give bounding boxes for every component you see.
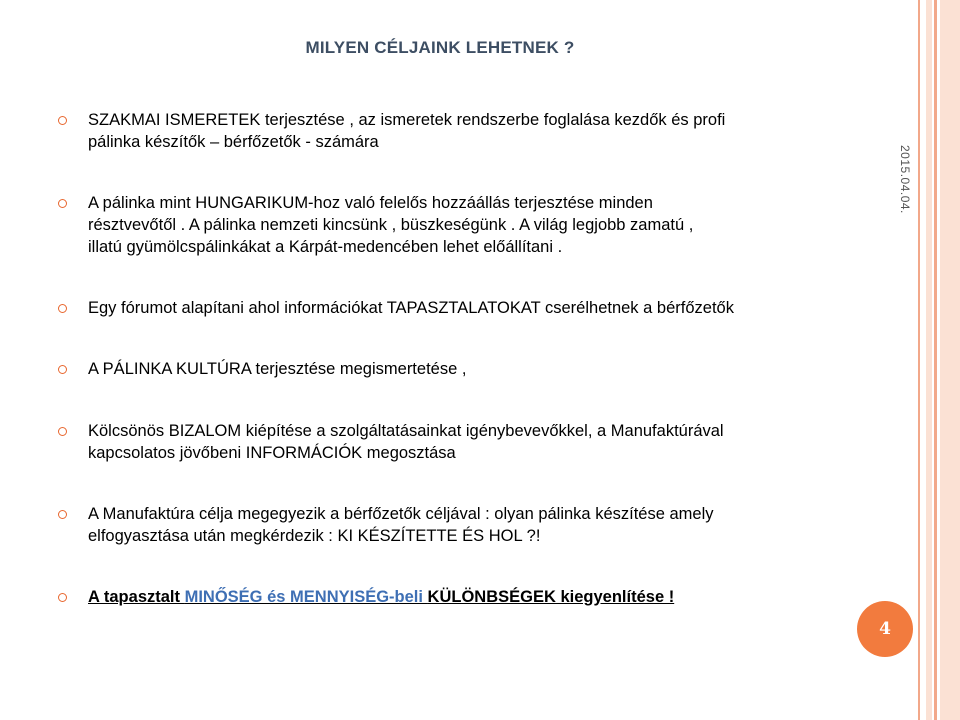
- bullet-icon: [58, 304, 67, 313]
- bullet-line: pálinka készítők – bérfőzetők - számára: [88, 133, 379, 151]
- bullet-item: [58, 109, 838, 153]
- bullet-item: [58, 420, 838, 464]
- highlight-part-3: KÜLÖNBSÉGEK kiegyenlítése !: [427, 588, 675, 606]
- bullet-item: [58, 358, 838, 380]
- bullet-item: [58, 192, 838, 258]
- bullet-line: elfogyasztása után megkérdezik : KI KÉSZÍTETTE ÉS HOL ?!: [88, 527, 541, 545]
- bullet-icon: [58, 510, 67, 519]
- decor-stripe-2: [940, 0, 960, 720]
- bullet-item: [58, 297, 838, 319]
- bullet-line: Egy fórumot alapítani ahol információkat TAPASZTALATOKAT cserélhetnek a bérfőzetők: [88, 299, 734, 317]
- slide-title: MILYEN CÉLJAINK LEHETNEK ?: [305, 38, 575, 57]
- decor-stripe-1: [926, 0, 932, 720]
- highlight-part-2: MINŐSÉG és MENNYISÉG-beli: [184, 588, 428, 606]
- bullet-line: SZAKMAI ISMERETEK terjesztése , az ismeretek rendszerbe foglalása kezdők és profi: [88, 111, 726, 129]
- bullet-item: [58, 503, 838, 547]
- bullet-line: kapcsolatos jövőbeni INFORMÁCIÓK megosztása: [88, 444, 456, 462]
- bullet-icon: [58, 365, 67, 374]
- page-number-badge: 4: [857, 601, 913, 657]
- bullet-icon: [58, 427, 67, 436]
- bullet-icon: [58, 116, 67, 125]
- highlight-part-1: A tapasztalt: [88, 588, 185, 606]
- bullet-icon: [58, 199, 67, 208]
- bullet-line: Kölcsönös BIZALOM kiépítése a szolgáltatásainkat igénybevevőkkel, a Manufaktúrával: [88, 422, 724, 440]
- bullet-line: résztvevőtől . A pálinka nemzeti kincsünk , büszkeségünk . A világ legjobb zamatú ,: [88, 216, 694, 234]
- bullet-line: A pálinka mint HUNGARIKUM-hoz való felelős hozzáállás terjesztése minden: [88, 194, 653, 212]
- bullet-line: A Manufaktúra célja megegyezik a bérfőzetők céljával : olyan pálinka készítése amely: [88, 505, 714, 523]
- bullet-item-highlight: [58, 586, 838, 608]
- bullet-line: A PÁLINKA KULTÚRA terjesztése megismertetése ,: [88, 360, 467, 378]
- bullet-icon: [58, 593, 67, 602]
- slide-date: 2015.04.04.: [898, 145, 912, 214]
- bullet-line: illatú gyümölcspálinkákat a Kárpát-medencében lehet előállítani .: [88, 238, 563, 256]
- decor-stripe-thin-1: [918, 0, 920, 720]
- decor-stripe-thin-2: [934, 0, 937, 720]
